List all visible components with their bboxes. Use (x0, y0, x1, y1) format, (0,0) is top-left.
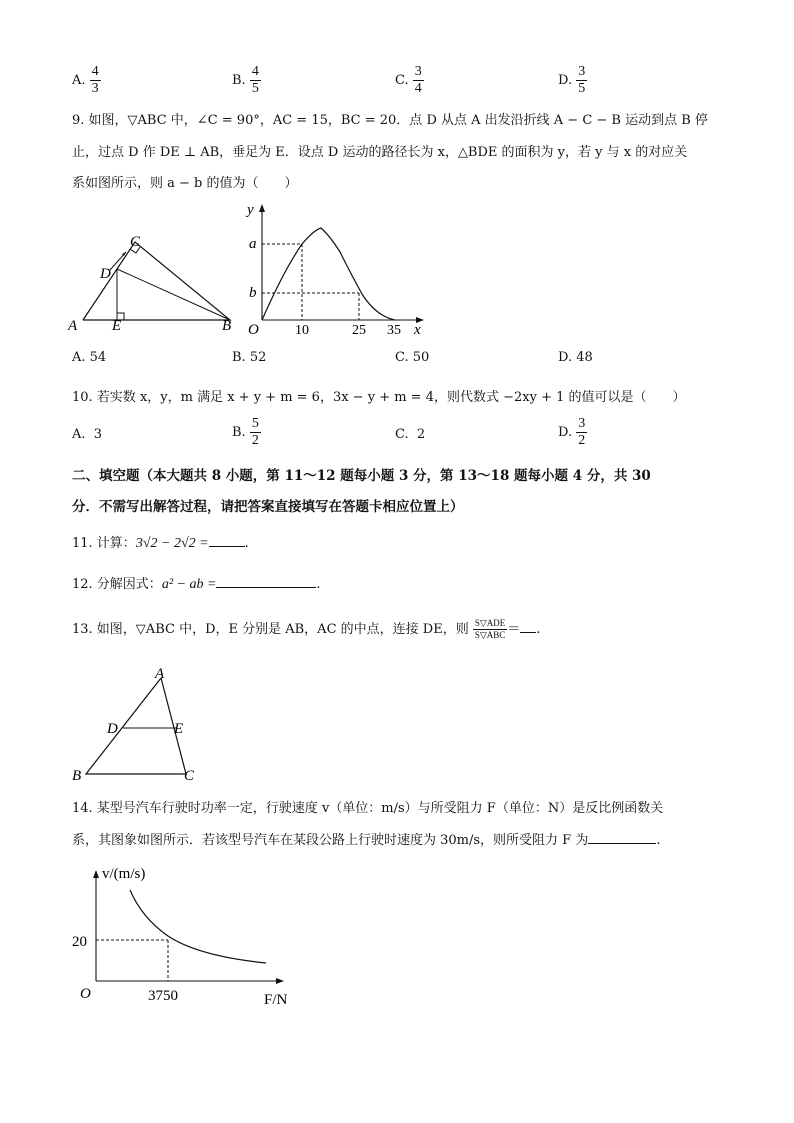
q9-option-b: B. 52 (232, 350, 267, 365)
q12: 12. 分解因式：a² − ab = . (72, 577, 321, 592)
q10-text: 10. 若实数 x，y，m 满足 x + y + m = 6，3x − y + m = 4，则代数式 −2xy + 1 的值可以是（ ） (72, 390, 686, 405)
q10-option-b: B. $\frac{5}{2}$ (232, 416, 259, 448)
q13-label-d: D (107, 721, 118, 737)
section2-heading-line2: 分．不需写出解答过程，请把答案直接填写在答题卡相应位置上） (72, 499, 464, 515)
q10-option-a: A. 3 (72, 427, 103, 442)
q9-line3: 系如图所示，则 a − b 的值为（ ） (72, 176, 298, 191)
q14-graph-figure (68, 856, 308, 1006)
q14-xlabel: F/N (264, 992, 288, 1006)
q13-label-a: A (155, 666, 165, 682)
q13-triangle-figure (68, 664, 208, 784)
graph-label-a: a (249, 236, 257, 252)
q9-triangle-figure (68, 228, 238, 340)
q8-option-b: B. $\frac{4}{5}$ (232, 64, 259, 96)
graph-tick-25: 25 (352, 323, 366, 338)
q8-option-a: A. $\frac{4}{3}$ (72, 64, 99, 96)
q14-line1: 14. 某型号汽车行驶时功率一定，行驶速度 v（单位：m/s）与所受阻力 F（单位：N）是反比例函数关 (72, 801, 664, 816)
q11: 11. 计算：3√2 − 2√2 = . (72, 536, 249, 551)
q14-origin: O (80, 986, 91, 1002)
q14-line2: 系，其图象如图所示．若该型号汽车在某段公路上行驶时速度为 30m/s，则所受阻力 F 为 . (72, 833, 661, 848)
section2-heading-line1: 二、填空题（本大题共 8 小题，第 11～12 题每小题 3 分，第 13～18 题每小题 4 分，共 30 (72, 468, 651, 484)
q9-line1: 9. 如图，▽ABC 中，∠C = 90°，AC = 15，BC = 20．点 D 从点 A 出发沿折线 A − C − B 运动到点 B 停 (72, 113, 708, 128)
q13: 13. 如图，▽ABC 中，D，E 分别是 AB，AC 的中点，连接 DE，则 $\frac{\text{S▽ADE}}{\text{S▽ABC}}$ ＝ . (72, 618, 541, 640)
q8-option-d: D. $\frac{3}{5}$ (558, 64, 586, 96)
graph-label-y: y (247, 202, 254, 218)
tri-label-b: B (222, 318, 232, 334)
q11-answer-blank[interactable] (209, 534, 245, 547)
q9-graph-figure (240, 200, 430, 340)
q9-option-d: D. 48 (558, 350, 593, 365)
q9-line2: 止，过点 D 作 DE ⊥ AB，垂足为 E．设点 D 运动的路径长为 x，△BDE 的面积为 y，若 y 与 x 的对应关 (72, 145, 688, 160)
tri-label-e: E (112, 318, 122, 334)
q14-tick-20: 20 (72, 934, 87, 950)
graph-label-x: x (414, 322, 421, 338)
q8-option-c: C. $\frac{3}{4}$ (395, 64, 422, 96)
q13-label-b: B (72, 768, 82, 784)
q9-option-c: C. 50 (395, 350, 430, 365)
q12-answer-blank[interactable] (216, 575, 316, 588)
tri-label-c: C (130, 234, 141, 250)
q10-option-d: D. $\frac{3}{2}$ (558, 416, 586, 448)
q10-option-c: C. 2 (395, 427, 426, 442)
graph-label-b: b (249, 285, 257, 301)
q14-ylabel: v/(m/s) (102, 866, 146, 882)
q13-answer-blank[interactable] (520, 620, 536, 633)
tri-label-d: D (100, 266, 111, 282)
q14-tick-3750: 3750 (148, 988, 178, 1004)
graph-label-o: O (248, 322, 259, 338)
graph-tick-35: 35 (387, 323, 401, 338)
q13-label-e: E (174, 721, 184, 737)
tri-label-a: A (68, 318, 78, 334)
q13-label-c: C (184, 768, 195, 784)
q14-answer-blank[interactable] (588, 831, 656, 844)
graph-tick-10: 10 (295, 323, 309, 338)
q9-option-a: A. 54 (72, 350, 107, 365)
